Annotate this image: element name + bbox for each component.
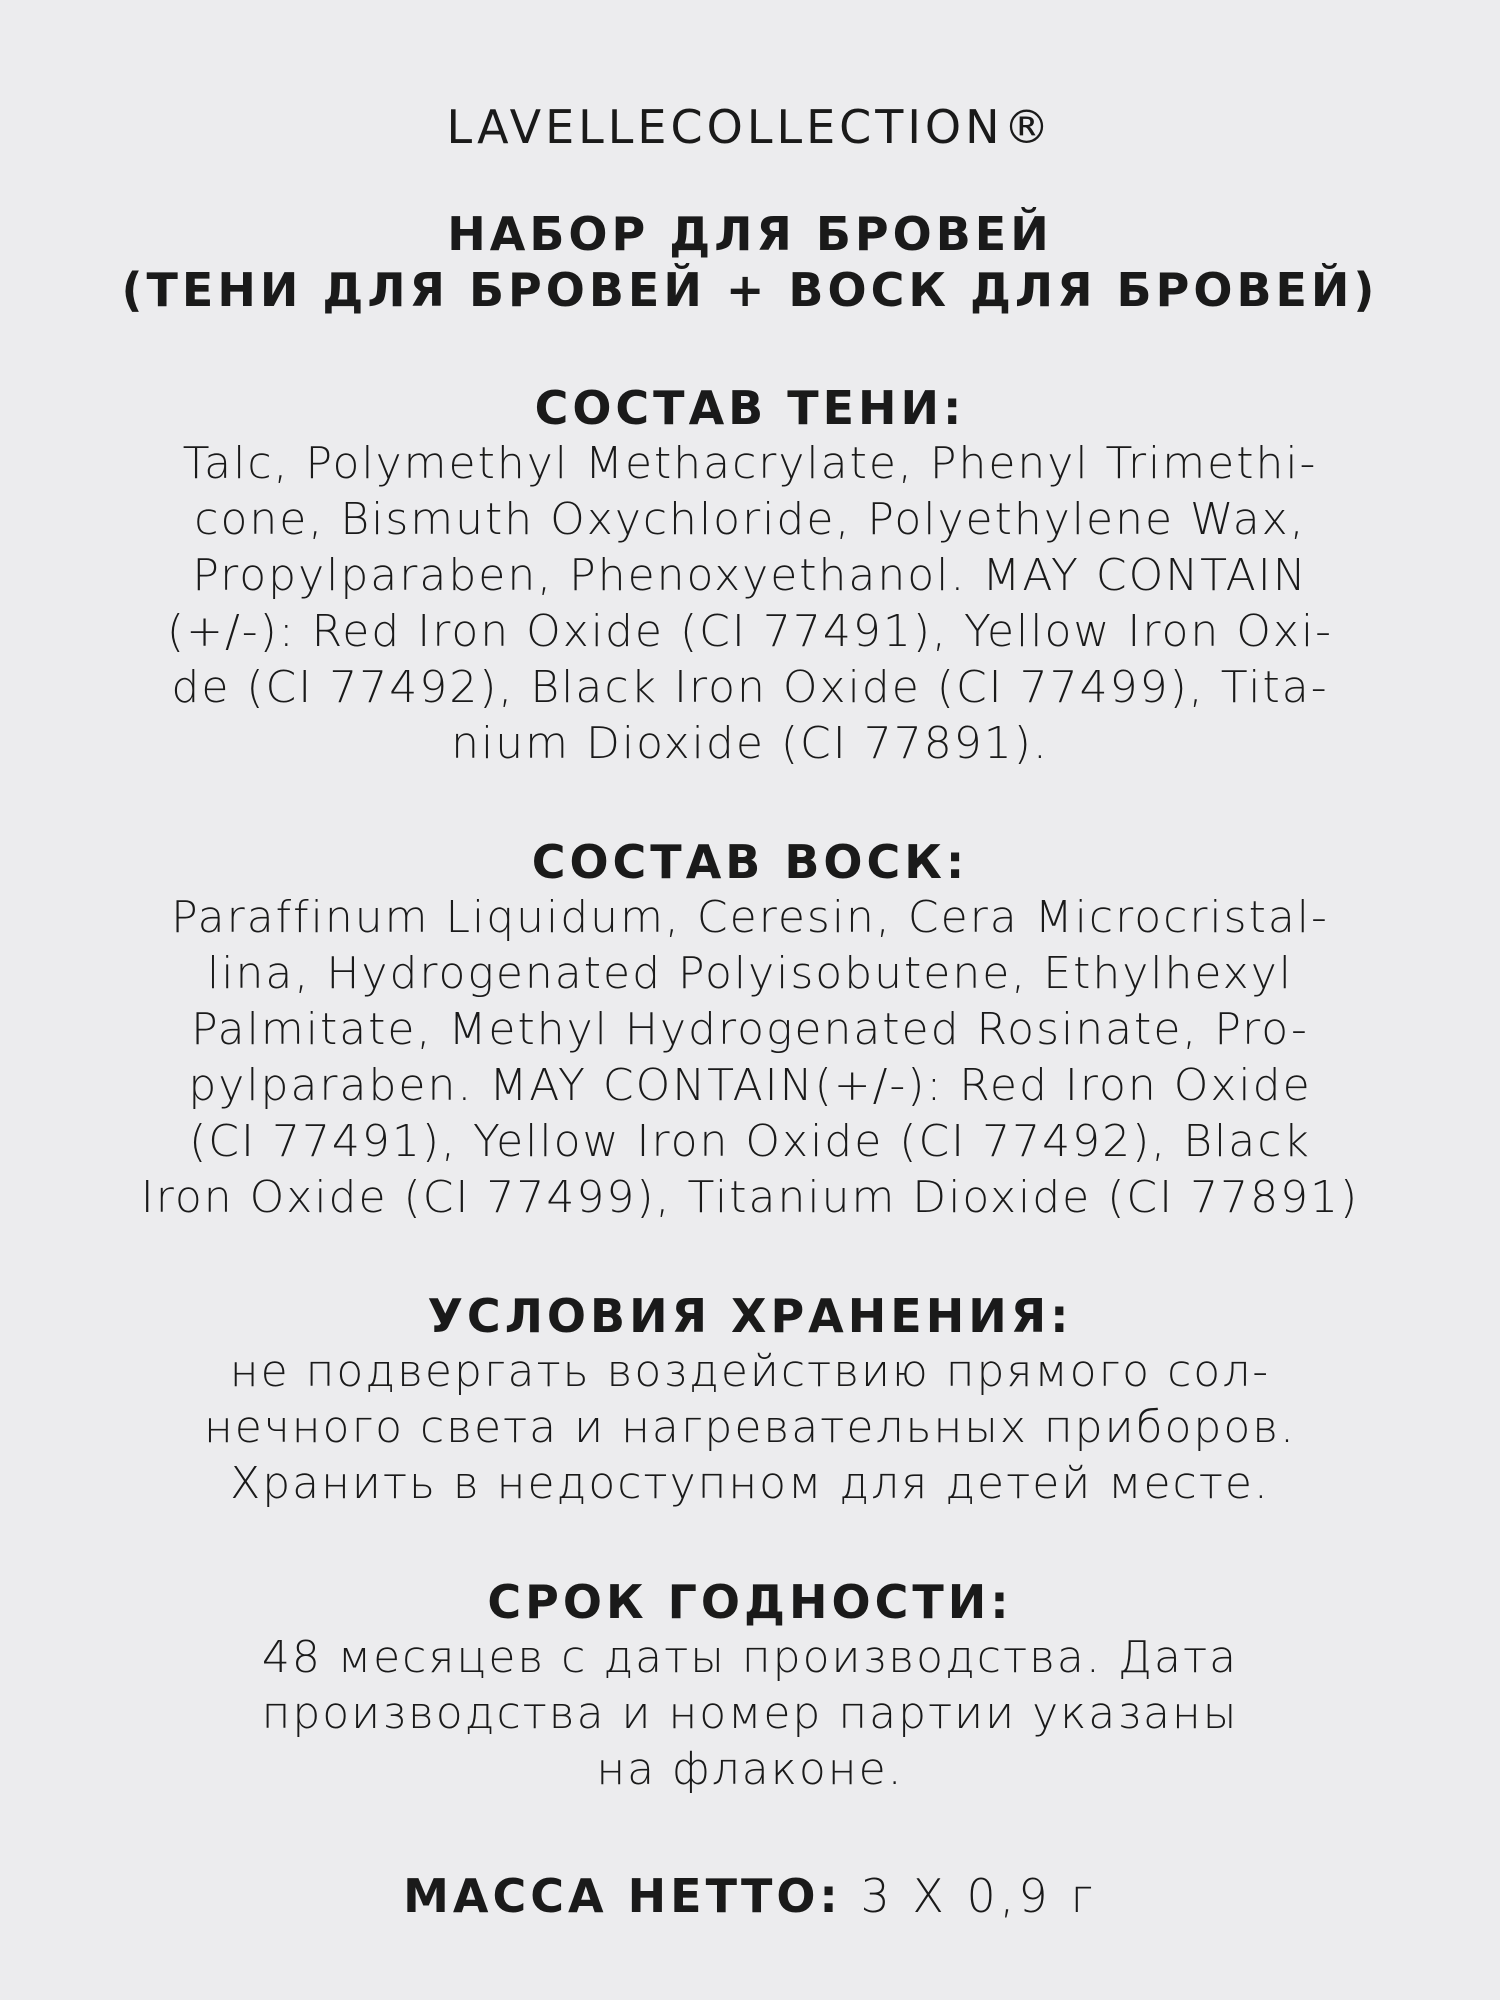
text-line: не подвергать воздействию прямого сол-	[229, 1346, 1271, 1397]
text-line: cone, Bismuth Oxychloride, Polyethylene Wax,	[194, 494, 1306, 545]
text-line: на флаконе.	[596, 1744, 904, 1795]
text-line: Talc, Polymethyl Methacrylate, Phenyl Trimethi-	[182, 438, 1318, 489]
text-line: Palmitate, Methyl Hydrogenated Rosinate, Pro-	[191, 1004, 1309, 1055]
text-line: Paraffinum Liquidum, Ceresin, Cera Microcristal-	[171, 892, 1329, 943]
text-line: производства и номер партии указаны	[261, 1688, 1239, 1739]
storage-section	[0, 1288, 1500, 1512]
net-weight	[0, 1868, 1500, 1924]
text-line: lina, Hydrogenated Polyisobutene, Ethylhexyl	[207, 948, 1293, 999]
text-line: pylparaben. MAY CONTAIN(+/-): Red Iron Oxide	[188, 1060, 1312, 1111]
section-heading: СОСТАВ ТЕНИ:	[534, 381, 966, 435]
section-body	[90, 1344, 1410, 1512]
text-line: Хранить в недоступном для детей месте.	[230, 1458, 1270, 1509]
brand-name: LAVELLECOLLECTION®	[446, 100, 1054, 154]
net-weight-label: МАССА НЕТТО:	[403, 1869, 842, 1923]
shadow-composition-section	[0, 380, 1500, 772]
product-title	[0, 206, 1500, 318]
product-title-line: (ТЕНИ ДЛЯ БРОВЕЙ + ВОСК ДЛЯ БРОВЕЙ)	[121, 263, 1379, 317]
text-line: (CI 77491), Yellow Iron Oxide (CI 77492), Black	[189, 1116, 1311, 1167]
section-heading: СРОК ГОДНОСТИ:	[487, 1575, 1013, 1629]
text-line: (+/-): Red Iron Oxide (CI 77491), Yellow Iron Oxi-	[166, 606, 1334, 657]
section-body	[90, 890, 1410, 1226]
shelf-life-section	[0, 1574, 1500, 1798]
section-heading: СОСТАВ ВОСК:	[531, 835, 969, 889]
text-line: Propylparaben, Phenoxyethanol. MAY CONTAIN	[192, 550, 1308, 601]
section-body	[90, 1630, 1410, 1798]
section-heading: УСЛОВИЯ ХРАНЕНИЯ:	[427, 1289, 1073, 1343]
net-weight-value: 3 Х 0,9 г	[860, 1869, 1097, 1923]
text-line: 48 месяцев с даты производства. Дата	[261, 1632, 1239, 1683]
section-body	[90, 436, 1410, 772]
wax-composition-section	[0, 834, 1500, 1226]
product-title-line: НАБОР ДЛЯ БРОВЕЙ	[447, 207, 1053, 261]
text-line: de (CI 77492), Black Iron Oxide (CI 77499), Tita-	[171, 662, 1329, 713]
text-line: Iron Oxide (CI 77499), Titanium Dioxide (CI 77891)	[140, 1172, 1360, 1223]
text-line: нечного света и нагревательных приборов.	[203, 1402, 1297, 1453]
text-line: nium Dioxide (CI 77891).	[451, 718, 1049, 769]
